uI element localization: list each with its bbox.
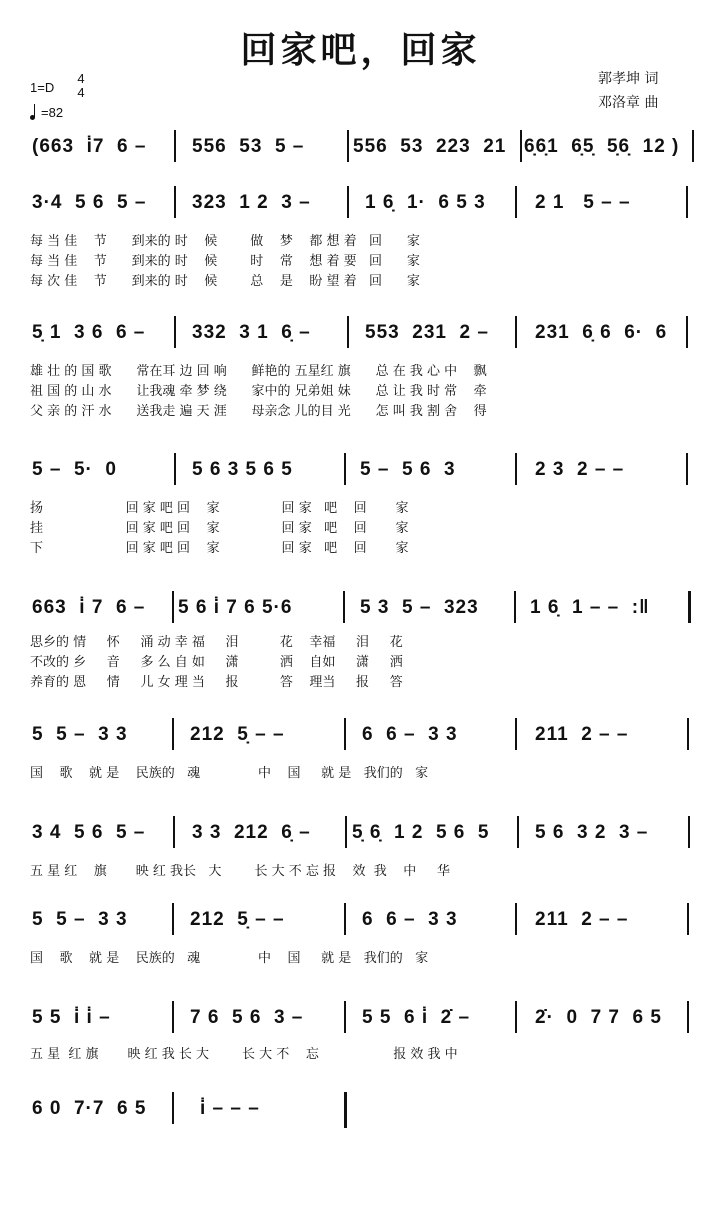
- lyricist-credit: 郭孝坤 词: [598, 71, 659, 87]
- lyric-line-1: 思乡的 情 怀 涌 动 幸 福 泪 花 幸福 泪 花: [30, 635, 403, 650]
- lyric-line-3: 每 次 佳 节 到来的 时 候 总 是 盼 望 着 回 家: [30, 274, 420, 289]
- barline: [687, 903, 689, 935]
- measure: 211 2 – –: [535, 724, 629, 745]
- measure: 5 5 6 i̇ 2̇ –: [362, 1007, 471, 1028]
- barline: [344, 1001, 346, 1033]
- measure: 231 6̣ 6 6· 6: [535, 322, 668, 343]
- repeat-barline: [688, 591, 691, 623]
- measure: i̇ – – –: [200, 1098, 260, 1119]
- lyric-line-2: 每 当 佳 节 到来的 时 候 时 常 想 着 要 回 家: [30, 254, 420, 269]
- barline: [520, 130, 522, 162]
- lyric-line-3: 下 回 家 吧 回 家 回 家 吧 回 家: [30, 541, 409, 556]
- barline: [174, 130, 176, 162]
- lyric-line-1: 国 歌 就 是 民族的 魂 中 国 就 是 我们的 家: [30, 766, 429, 781]
- key-signature: 1=D: [30, 80, 55, 95]
- barline: [515, 903, 517, 935]
- measure: 5 – 5· 0: [32, 459, 117, 480]
- measure: 5̣ 1 3 6 6 –: [32, 322, 146, 343]
- measure: (663 i̇7 6 –: [32, 136, 147, 157]
- lyric-line-1: 国 歌 就 是 民族的 魂 中 国 就 是 我们的 家: [30, 951, 429, 966]
- barline: [515, 453, 517, 485]
- barline: [172, 903, 174, 935]
- measure: 332 3 1 6̣ –: [192, 322, 311, 343]
- barline: [686, 453, 688, 485]
- measure: 663 i̇ 7 6 –: [32, 597, 146, 618]
- measure: 5 6 3 5 6 5: [192, 459, 293, 480]
- lyric-line-1: 扬 回 家 吧 回 家 回 家 吧 回 家: [30, 501, 409, 516]
- measure: 5 6 3 2 3 –: [535, 822, 649, 843]
- measure: 556 53 223 21: [353, 136, 507, 157]
- measure: 5 5 – 3 3: [32, 724, 128, 745]
- measure: 2 3 2 – –: [535, 459, 625, 480]
- measure: 5 6 i̇ 7 6 5·6: [178, 597, 293, 618]
- measure: 5 3 5 – 323: [360, 597, 479, 618]
- barline: [347, 130, 349, 162]
- barline: [344, 453, 346, 485]
- measure: 5̣ 6̣ 1 2 5 6 5: [352, 822, 490, 843]
- measure: 1 6̣ 1 – – :‖: [530, 597, 650, 618]
- barline: [172, 591, 174, 623]
- barline: [686, 186, 688, 218]
- barline: [344, 718, 346, 750]
- barline: [686, 316, 688, 348]
- lyric-line-1: 每 当 佳 节 到来的 时 候 做 梦 都 想 着 回 家: [30, 234, 420, 249]
- barline: [347, 316, 349, 348]
- barline: [172, 1001, 174, 1033]
- lyric-line-2: 挂 回 家 吧 回 家 回 家 吧 回 家: [30, 521, 409, 536]
- barline: [172, 1092, 174, 1124]
- measure: 212 5̣ – –: [190, 724, 285, 745]
- barline: [687, 718, 689, 750]
- barline: [517, 816, 519, 848]
- measure: 553 231 2 –: [365, 322, 489, 343]
- barline: [174, 186, 176, 218]
- barline: [515, 186, 517, 218]
- measure: 1 6̣ 1· 6 5 3: [365, 192, 486, 213]
- measure: 3 4 5 6 5 –: [32, 822, 146, 843]
- lyric-line-1: 雄 壮 的 国 歌 常在耳 边 回 响 鲜艳的 五星红 旗 总 在 我 心 中 飘: [30, 364, 487, 379]
- measure: 556 53 5 –: [192, 136, 305, 157]
- measure: 6 6 – 3 3: [362, 909, 458, 930]
- quarter-note-icon: [30, 115, 35, 120]
- time-signature: 4 4: [77, 71, 85, 100]
- barline: [345, 816, 347, 848]
- lyric-line-1: 五 星 红 旗 映 红 我 长 大 长 大 不 忘 报 效 我 中: [30, 1047, 458, 1062]
- measure: 2̇· 0 7 7 6 5: [535, 1007, 662, 1028]
- barline: [515, 316, 517, 348]
- barline: [343, 591, 345, 623]
- measure: 6 6 – 3 3: [362, 724, 458, 745]
- barline: [344, 903, 346, 935]
- measure: 323 1 2 3 –: [192, 192, 311, 213]
- lyric-line-2: 不改的 乡 音 多 么 自 如 潇 洒 自如 潇 洒: [30, 655, 403, 670]
- barline: [174, 316, 176, 348]
- barline: [692, 130, 694, 162]
- tempo-marking: =82: [30, 105, 63, 120]
- measure: 5 5 – 3 3: [32, 909, 128, 930]
- song-title: 回家吧，回家: [240, 29, 481, 71]
- barline: [172, 718, 174, 750]
- measure: 2 1 5 – –: [535, 192, 631, 213]
- measure: 5 – 5 6 3: [360, 459, 456, 480]
- measure: 3 3 212 6̣ –: [192, 822, 311, 843]
- measure: 3·4 5 6 5 –: [32, 192, 147, 213]
- measure: 6̣6̣1 6̣5̣ 5̣6̣ 12 ): [524, 136, 680, 157]
- barline: [515, 1001, 517, 1033]
- lyric-line-2: 祖 国 的 山 水 让我魂 牵 梦 绕 家中的 兄弟姐 妹 总 让 我 时 常 牵: [30, 384, 487, 399]
- barline: [515, 718, 517, 750]
- measure: 7 6 5 6 3 –: [190, 1007, 304, 1028]
- measure: 211 2 – –: [535, 909, 629, 930]
- barline: [173, 816, 175, 848]
- barline: [514, 591, 516, 623]
- measure: 5 5 i̇ i̇ –: [32, 1007, 111, 1028]
- measure: 6 0 7·7 6 5: [32, 1098, 147, 1119]
- measure: 212 5̣ – –: [190, 909, 285, 930]
- barline: [174, 453, 176, 485]
- lyric-line-1: 五 星 红 旗 映 红 我长 大 长 大 不 忘 报 效 我 中 华: [30, 864, 450, 879]
- lyric-line-3: 父 亲 的 汗 水 送我走 遍 天 涯 母亲念 儿的目 光 怎 叫 我 割 舍 得: [30, 404, 487, 419]
- barline: [347, 186, 349, 218]
- composer-credit: 邓洛章 曲: [598, 95, 659, 111]
- barline: [687, 1001, 689, 1033]
- barline: [688, 816, 690, 848]
- lyric-line-3: 养育的 恩 情 儿 女 理 当 报 答 理当 报 答: [30, 675, 403, 690]
